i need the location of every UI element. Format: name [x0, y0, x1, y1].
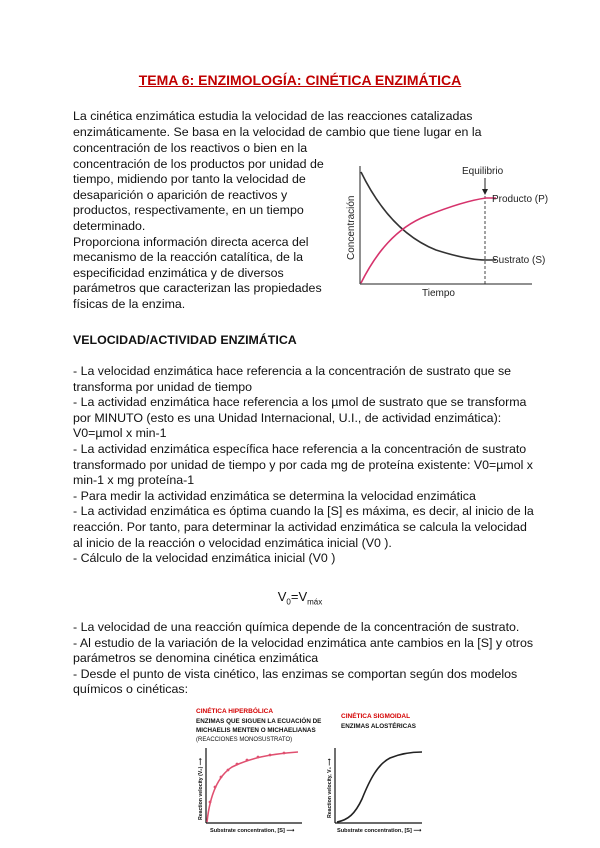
product-label: Producto (P) — [492, 194, 549, 205]
hyperbolic-point — [209, 801, 212, 804]
bullet-line: - La actividad enzimática es óptima cuando la [S] es máxima, es decir, al inicio de la — [73, 504, 534, 519]
intro-line: concentración de los reactivos o bien en la — [73, 141, 308, 155]
substrate-label: Sustrato (S) — [492, 255, 546, 266]
intro-line: La cinética enzimática estudia la velocidad de las reacciones catalizadas — [73, 109, 473, 123]
intro-paragraph-wrapped — [73, 141, 328, 313]
formula-sub-zero: 0 — [286, 597, 291, 607]
intro-line: desaparición o aparición de reactivos y — [73, 187, 288, 202]
hyperbolic-point — [214, 786, 217, 789]
intro-line: físicas de la enzima. — [73, 296, 186, 311]
bullet-line: reacción. Por tanto, para determinar la actividad enzimática se calcula la velocidad — [73, 519, 527, 534]
bullet-line: V0=µmol x min-1 — [73, 426, 167, 441]
section-heading: VELOCIDAD/ACTIVIDAD ENZIMÁTICA — [73, 333, 297, 347]
bullet-line: - La velocidad enzimática hace referencia a la concentración de sustrato que se — [73, 364, 512, 378]
substrate-curve — [361, 172, 496, 260]
kinetics-models-figure — [180, 704, 430, 840]
kinetics-bullets — [73, 620, 543, 698]
bullet-line: por MINUTO (esto es una Unidad Internacional, U.I., de actividad enzimática): — [73, 410, 502, 425]
bullet-line: - Para medir la actividad enzimática se determina la velocidad enzimática — [73, 488, 476, 503]
bullet-line: parámetros se denomina cinética enzimática — [73, 651, 319, 666]
reaction-progress-figure — [336, 158, 556, 298]
hyperbolic-title: CINÉTICA HIPERBÓLICA — [196, 708, 274, 715]
bullet-line: transformado por unidad de tiempo y por cada mg de proteína existente: V0=µmol x — [73, 457, 534, 472]
formula-sub-max: máx — [307, 597, 323, 607]
bullet-line: al inicio de la reacción o velocidad enzimática inicial (V0 ). — [73, 535, 392, 550]
bullet-line: - Desde el punto de vista cinético, las enzimas se comportan según dos modelos — [73, 666, 518, 681]
sigmoidal-x-label: Substrate concentration, [S] ⟶ — [337, 828, 422, 834]
hyperbolic-x-label: Substrate concentration, [S] ⟶ — [210, 828, 295, 834]
bullet-line: - La velocidad de una reacción química depende de la concentración de sustrato. — [73, 620, 520, 634]
page-title: TEMA 6: ENZIMOLOGÍA: CINÉTICA ENZIMÁTICA — [138, 72, 462, 88]
bullet-line: - La actividad enzimática hace referencia a los µmol de sustrato que se transforma — [73, 395, 527, 410]
intro-line: concentración de los productos por unidad de — [73, 156, 324, 171]
bullet-line: min-1 x mg proteína-1 — [73, 473, 195, 488]
formula-eq: =V — [290, 589, 308, 604]
velocity-bullets — [73, 364, 543, 567]
hyperbolic-point — [246, 759, 249, 762]
equilibrium-label: Equilibrio — [462, 166, 504, 177]
intro-line: determinado. — [73, 218, 146, 233]
hyperbolic-subtitle-1: ENZIMAS QUE SIGUEN LA ECUACIÓN DE — [196, 718, 322, 725]
intro-line: mecanismo de la reacción catalítica, de la — [73, 250, 304, 265]
intro-line: tiempo, midiendo por tanto la velocidad de — [73, 172, 306, 187]
y-axis-label: Concentración — [346, 195, 357, 260]
bullet-line: transforma por unidad de tiempo — [73, 379, 253, 394]
intro-line: Proporciona información directa acerca del — [73, 234, 309, 249]
equilibrium-arrow-head — [482, 189, 488, 195]
intro-line: parámetros que caracterizan las propiedades — [73, 281, 322, 296]
sigmoidal-curve — [337, 752, 422, 822]
bullet-line: - Cálculo de la velocidad enzimática inicial (V0 ) — [73, 551, 336, 566]
hyperbolic-point — [283, 752, 286, 755]
sigmoidal-y-label: Reaction velocity, V₀ ⟶ — [327, 758, 333, 818]
hyperbolic-point — [257, 756, 260, 759]
bullet-line: - Al estudio de la variación de la velocidad enzimática ante cambios en la [S] y otros — [73, 635, 534, 650]
intro-line: productos, respectivamente, en un tiempo — [73, 203, 304, 218]
sigmoidal-title: CINÉTICA SIGMOIDAL — [341, 713, 411, 720]
hyperbolic-point — [236, 763, 239, 766]
intro-line: enzimáticamente. Se basa en la velocidad de cambio que tiene lugar en la — [73, 124, 482, 139]
hyperbolic-curve — [207, 752, 298, 822]
x-axis-label: Tiempo — [422, 288, 455, 298]
sigmoidal-subtitle: ENZIMAS ALOSTÉRICAS — [341, 723, 416, 730]
formula-v: V — [277, 589, 287, 604]
hyperbolic-subtitle-2: MICHAELIS MENTEN O MICHAELIANAS — [196, 727, 316, 734]
product-curve — [361, 198, 496, 283]
bullet-line: químicos o cinéticas: — [73, 682, 189, 697]
initial-velocity-formula — [0, 589, 600, 607]
hyperbolic-y-label: Reaction velocity (V₀) ⟶ — [198, 757, 204, 820]
hyperbolic-point — [227, 769, 230, 772]
hyperbolic-subtitle-3: (REACCIONES MONOSUSTRATO) — [196, 737, 293, 743]
hyperbolic-point — [220, 776, 223, 779]
hyperbolic-point — [269, 754, 272, 757]
bullet-line: - La actividad enzimática específica hace referencia a la concentración de sustrato — [73, 441, 527, 456]
intro-line: especificidad enzimática y de diversos — [73, 265, 284, 280]
intro-paragraph-top — [73, 109, 543, 140]
